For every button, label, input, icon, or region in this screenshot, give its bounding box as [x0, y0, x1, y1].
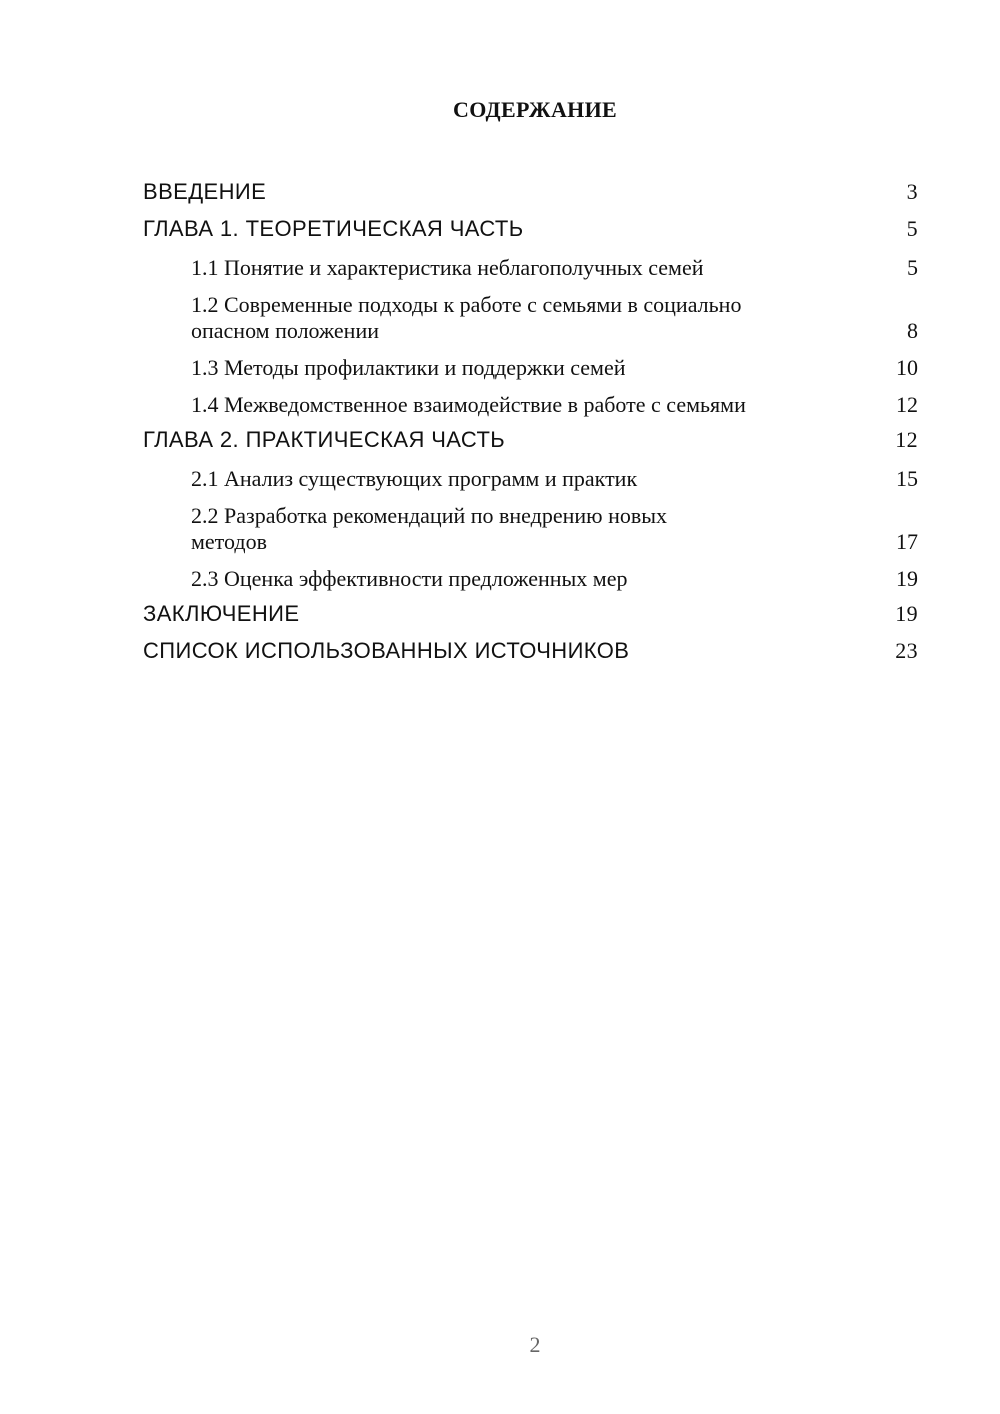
toc-entry-page: 15 [896, 466, 918, 491]
toc-entry-chapter-1 [143, 207, 918, 244]
page-number: 2 [529, 1332, 541, 1357]
toc-entry-text: ВВЕДЕНИЕ [143, 179, 267, 204]
toc-entry-section-2-3 [143, 555, 918, 592]
toc-entry-page: 23 [895, 638, 918, 663]
toc-entry-text: 1.1 Понятие и характеристика неблагополучных семей [191, 255, 704, 280]
toc-title: СОДЕРЖАНИЕ [453, 97, 617, 122]
toc-entry-section-1-1 [143, 244, 918, 281]
toc-entry-page: 12 [895, 427, 918, 452]
toc-entry-page: 12 [896, 392, 918, 417]
table-of-contents [143, 170, 918, 666]
toc-entry-section-2-1 [143, 455, 918, 492]
toc-entry-text: 1.2 Современные подходы к работе с семьями в социально опасном положении [191, 292, 742, 343]
toc-entry-chapter-2 [143, 418, 918, 455]
toc-entry-text: 2.2 Разработка рекомендаций по внедрению новых методов [191, 503, 668, 554]
toc-entry-text: 1.3 Методы профилактики и поддержки семей [191, 355, 626, 380]
toc-entry-conclusion [143, 592, 918, 629]
toc-entry-text: 1.4 Межведомственное взаимодействие в работе с семьями [191, 392, 746, 417]
toc-entry-page: 3 [906, 179, 918, 204]
toc-entry-page: 17 [896, 529, 918, 554]
toc-entry-text: 2.3 Оценка эффективности предложенных мер [191, 566, 628, 591]
toc-entry-section-1-4 [143, 381, 918, 418]
toc-entry-page: 19 [896, 566, 918, 591]
toc-entry-page: 5 [907, 255, 918, 280]
toc-entry-page: 19 [895, 601, 918, 626]
toc-entry-text: ГЛАВА 1. ТЕОРЕТИЧЕСКАЯ ЧАСТЬ [143, 216, 524, 241]
toc-entry-text: ЗАКЛЮЧЕНИЕ [143, 601, 300, 626]
toc-entry-references [143, 629, 918, 666]
toc-entry-section-1-2 [143, 281, 918, 344]
toc-entry-section-2-2 [143, 492, 918, 555]
toc-entry-section-1-3 [143, 344, 918, 381]
toc-entry-page: 5 [906, 216, 918, 241]
toc-entry-page: 10 [896, 355, 918, 380]
toc-entry-text: СПИСОК ИСПОЛЬЗОВАННЫХ ИСТОЧНИКОВ [143, 638, 630, 663]
toc-entry-page: 8 [907, 318, 918, 343]
toc-entry-text: ГЛАВА 2. ПРАКТИЧЕСКАЯ ЧАСТЬ [143, 427, 506, 452]
toc-entry-introduction [143, 170, 918, 207]
toc-entry-text: 2.1 Анализ существующих программ и практик [191, 466, 638, 491]
